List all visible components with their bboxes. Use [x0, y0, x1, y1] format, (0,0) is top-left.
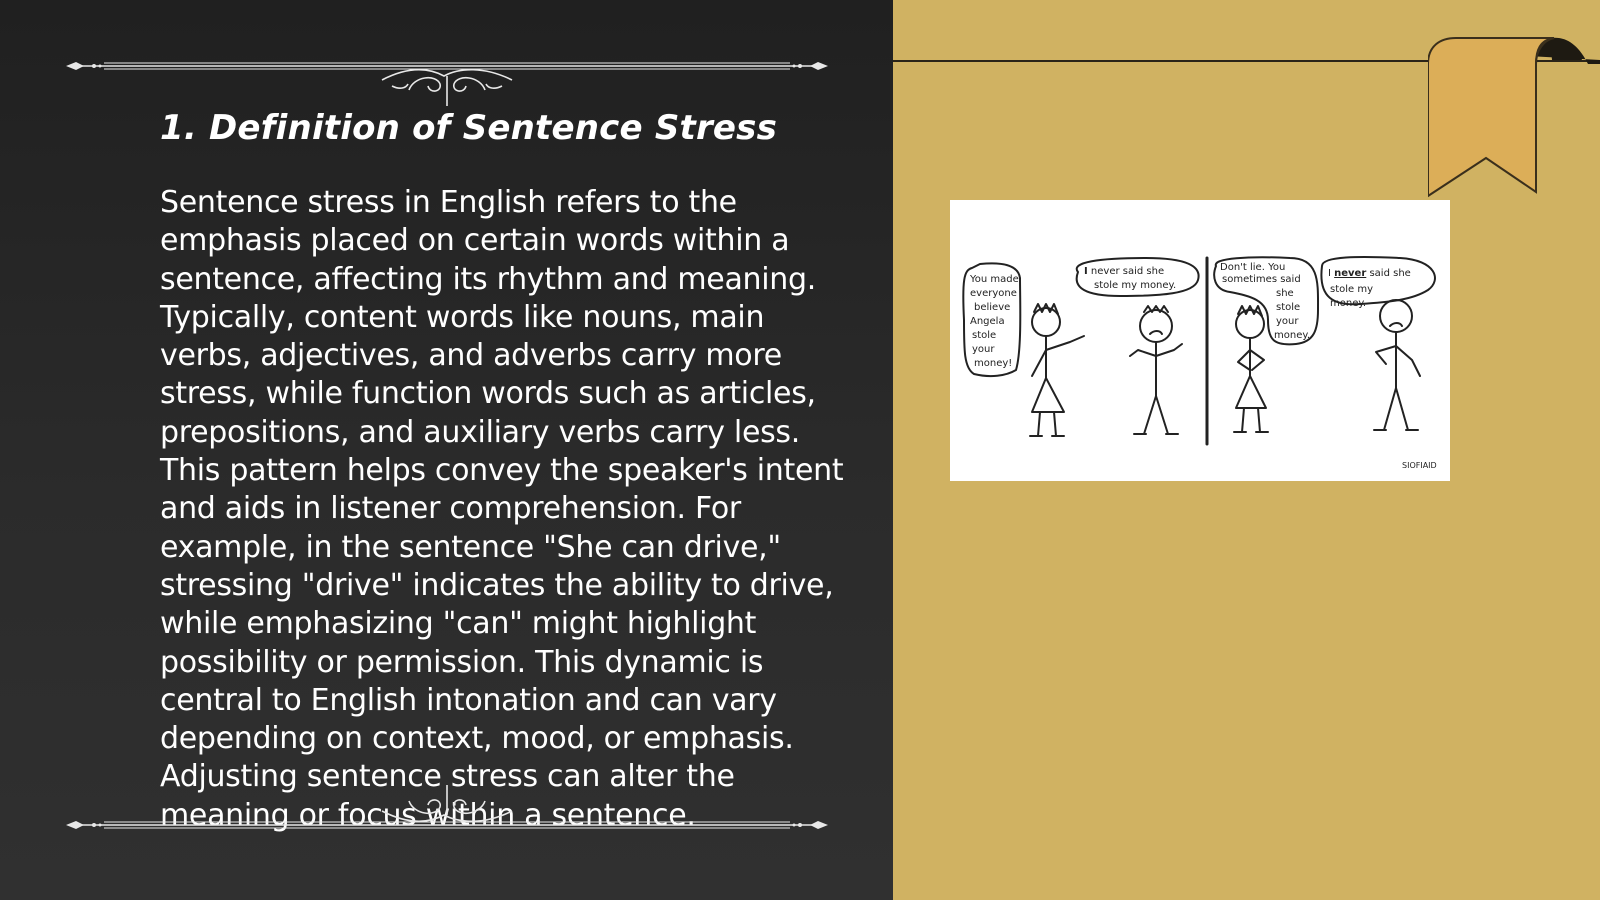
bubble-3-line-6: money.: [1274, 330, 1311, 341]
bubble-4-rest: said she: [1366, 268, 1411, 279]
top-ornament-divider: [64, 50, 830, 110]
bubble-3-line-3: she: [1276, 288, 1294, 299]
bubble-4-line-3: money.: [1330, 298, 1367, 309]
bubble-4-first: I: [1328, 268, 1335, 279]
bubble-1-line-1: You made: [970, 274, 1019, 285]
stress-comic-illustration: [950, 200, 1450, 481]
bubble-1-line-6: your: [972, 344, 995, 355]
bubble-2-stress-i: I: [1084, 266, 1088, 277]
bubble-1-line-7: money!: [974, 358, 1013, 369]
bubble-2-line-1: [1084, 266, 1164, 277]
bubble-1-line-4: Angela: [970, 316, 1005, 327]
slide-body-text: Sentence stress in English refers to the emphasis placed on certain words within a sentence, affecting its rhythm and meaning. Typically, content words like nouns, main verbs, adjectives, and adverbs carry more stress, while function words such as articles, prepositions, and auxiliary verbs carry less. This pattern helps convey the speaker's intent and aids in listener comprehension. For example, in the sentence "She can drive," stressing "drive" indicates the ability to drive, while emphasizing "can" might highlight possibility or permission. This dynamic is central to English intonation and can vary depending on context, mood, or emphasis. Adjusting sentence stress can alter the meaning or focus within a sentence.: [160, 185, 844, 833]
bubble-1-line-5: stole: [972, 330, 997, 341]
comic-credit: SIOFIAID: [1402, 461, 1437, 470]
bubble-3-line-5: your: [1276, 316, 1299, 327]
bubble-4-line-2: stole my: [1330, 284, 1374, 295]
slide-title: 1. Definition of Sentence Stress: [160, 108, 778, 148]
bubble-1-line-3: believe: [974, 302, 1011, 313]
bubble-1-line-2: everyone: [970, 288, 1017, 299]
bottom-ornament-divider: [64, 775, 830, 835]
bubble-2-line-2: stole my money.: [1094, 280, 1177, 291]
bubble-3-line-4: stole: [1276, 302, 1301, 313]
bubble-3-line-2: sometimes said: [1222, 274, 1301, 285]
bubble-4-line-1: [1328, 268, 1411, 279]
bubble-2-rest: never said she: [1087, 266, 1165, 277]
bubble-4-stress-never: never: [1334, 268, 1367, 279]
bookmark-ribbon-icon: [1428, 34, 1600, 204]
bubble-3-line-1: Don't lie. You: [1220, 262, 1286, 273]
comic-drawing: [950, 200, 1450, 481]
